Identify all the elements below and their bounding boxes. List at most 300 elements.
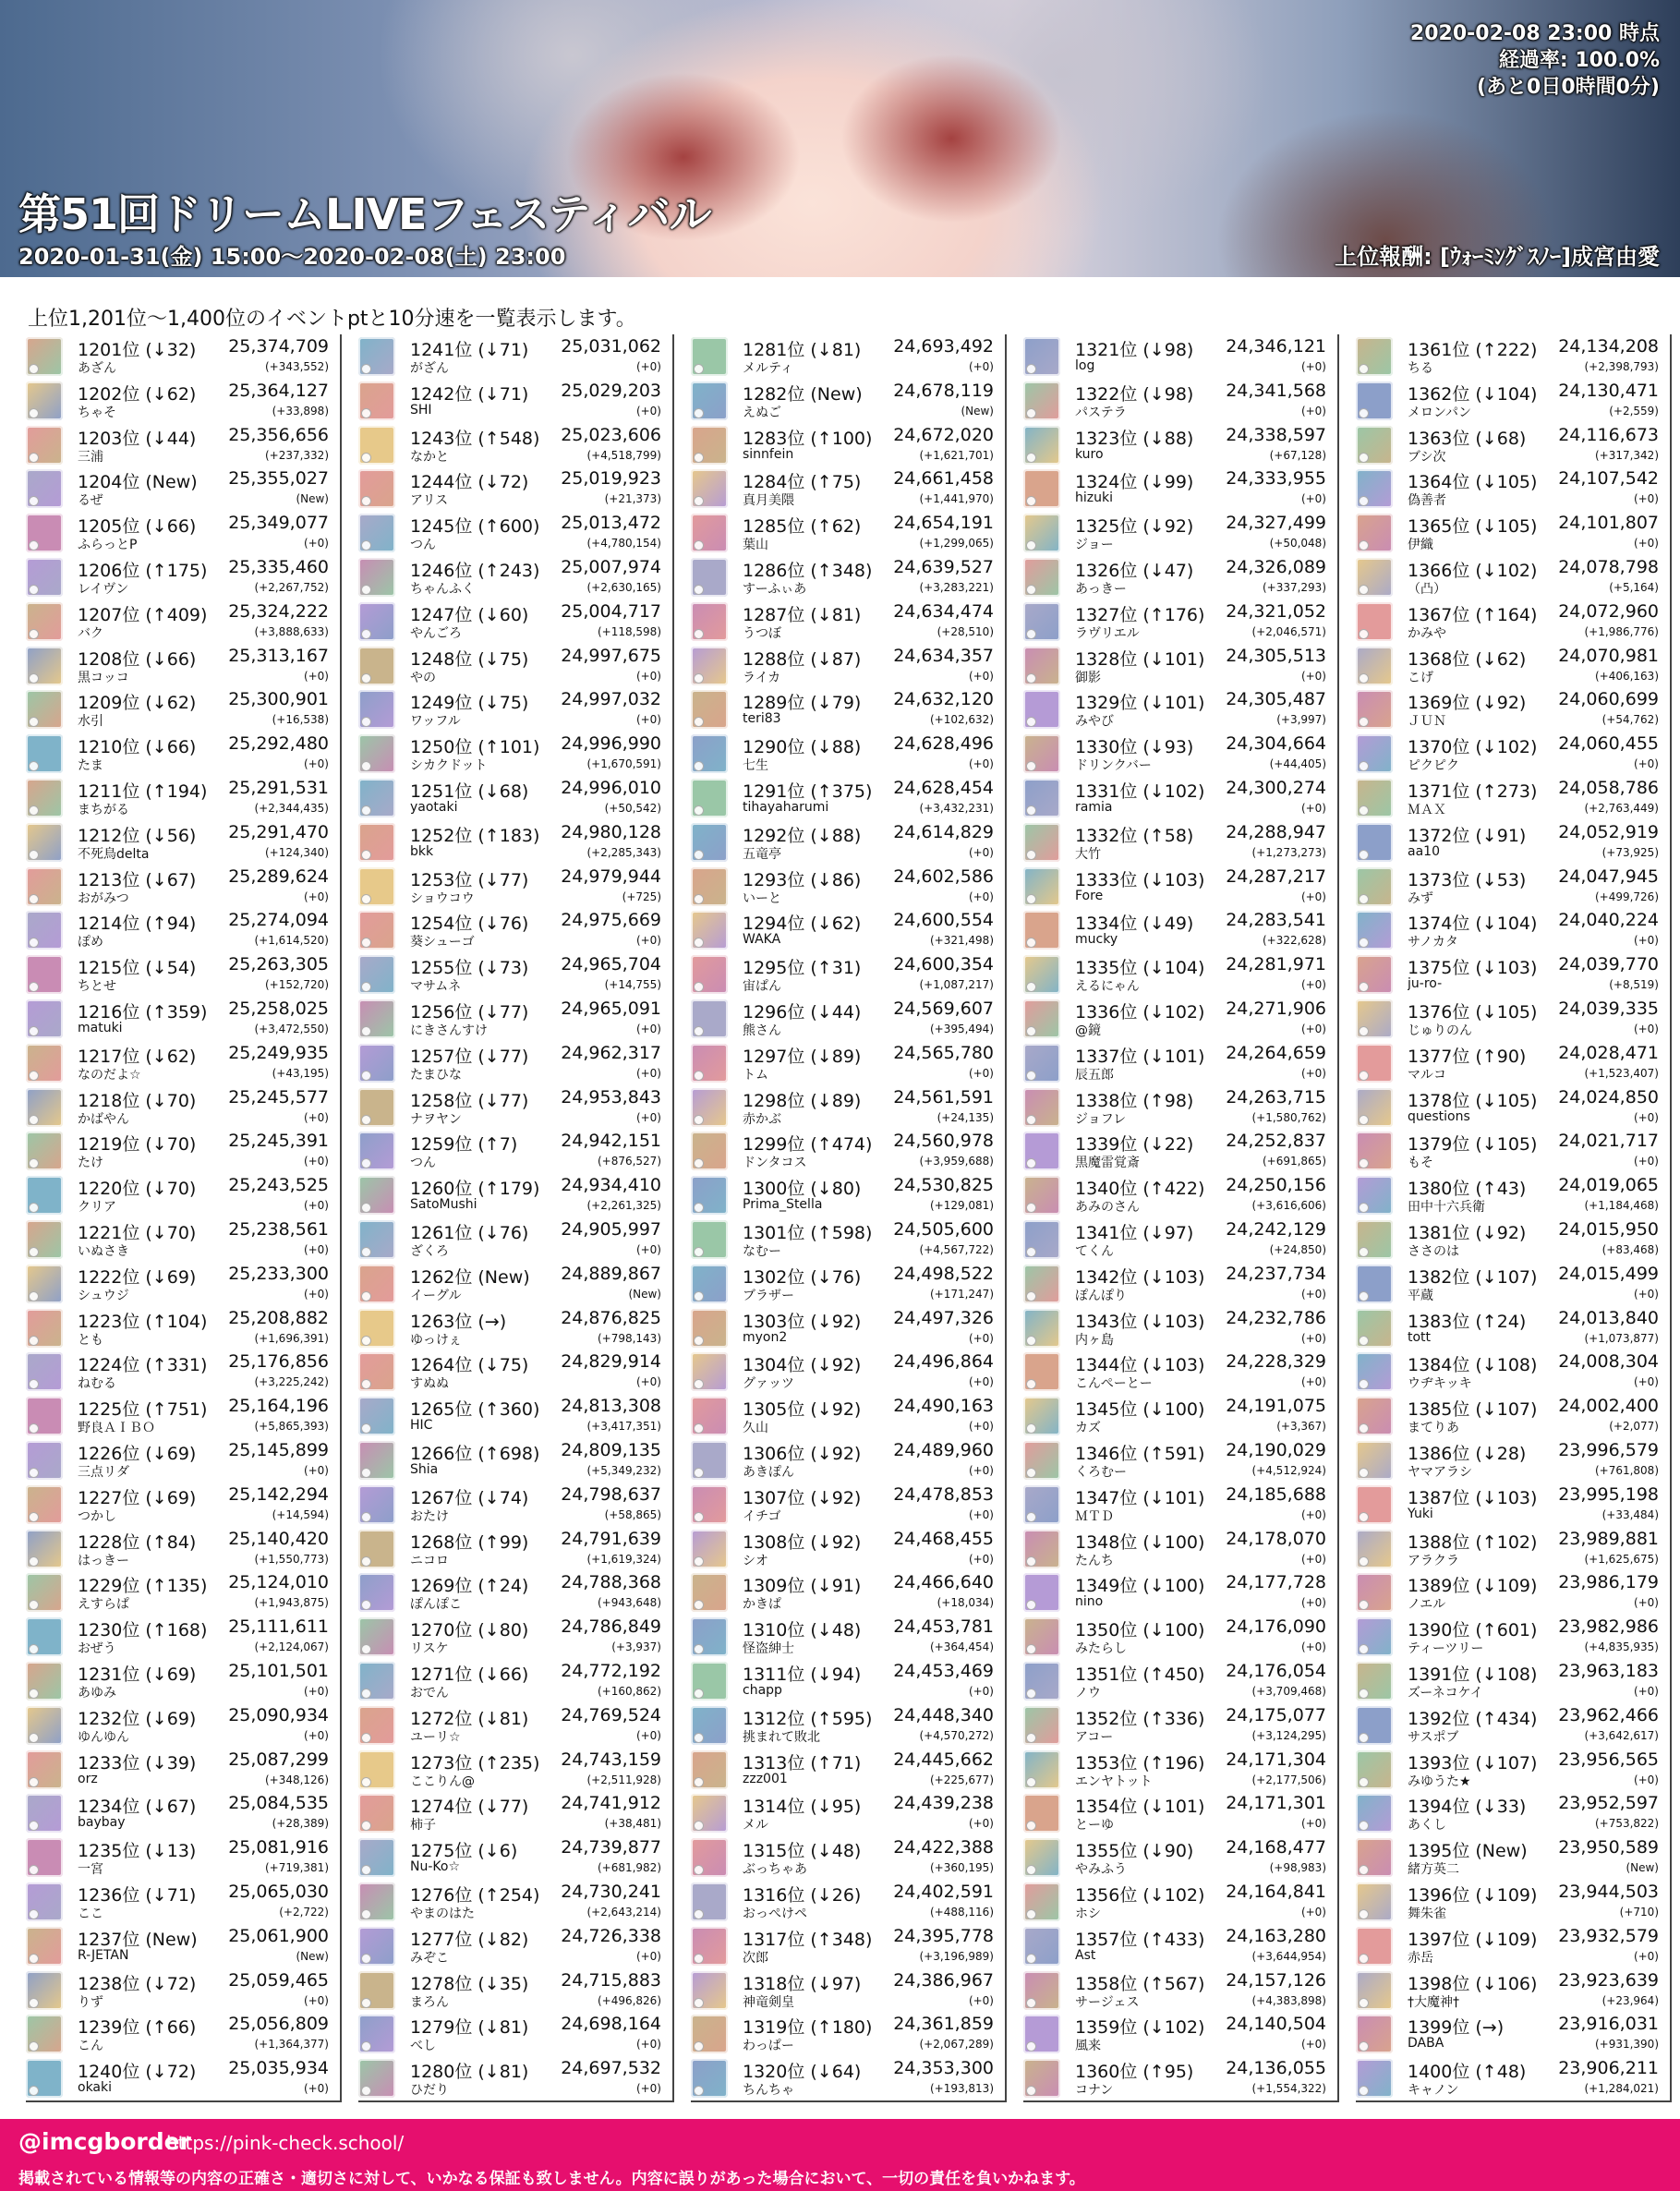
- ranking-row[interactable]: [691, 379, 1001, 423]
- ranking-row[interactable]: [1023, 952, 1334, 997]
- producer-name: やまのはた: [410, 1907, 475, 1921]
- ranking-row[interactable]: [358, 1748, 669, 1792]
- ranking-row[interactable]: [1356, 1570, 1666, 1615]
- ranking-row[interactable]: [1023, 865, 1334, 909]
- ranking-row[interactable]: [26, 1791, 336, 1835]
- rank-label: 1206位 (↑175): [78, 561, 208, 581]
- ranking-row[interactable]: [691, 555, 1001, 599]
- ranking-row[interactable]: [358, 1129, 669, 1173]
- ranking-row[interactable]: [26, 865, 336, 909]
- ranking-row[interactable]: [1023, 687, 1334, 732]
- avatar-icon: [26, 1044, 63, 1083]
- avatar-icon: [358, 1794, 395, 1833]
- ranking-row[interactable]: [358, 2012, 669, 2056]
- site-link[interactable]: https://pink-check.school/: [166, 2132, 405, 2154]
- ranking-row[interactable]: [358, 599, 669, 644]
- ten-minute-delta: (+0): [303, 669, 329, 683]
- ranking-row[interactable]: [1356, 1350, 1666, 1394]
- ranking-row[interactable]: [1023, 908, 1334, 952]
- event-points: 24,028,471: [1558, 1042, 1659, 1063]
- ranking-row[interactable]: [26, 334, 336, 379]
- ranking-row[interactable]: [358, 1041, 669, 1085]
- rank-label: 1367位 (↑164): [1408, 604, 1538, 625]
- ranking-row[interactable]: [691, 997, 1001, 1041]
- ranking-row[interactable]: [1023, 1791, 1334, 1835]
- ranking-row[interactable]: [358, 2056, 669, 2100]
- ranking-row[interactable]: [1023, 1483, 1334, 1527]
- ranking-row[interactable]: [691, 644, 1001, 688]
- ranking-row[interactable]: [1356, 1615, 1666, 1659]
- ranking-row[interactable]: [26, 2056, 336, 2100]
- ranking-row[interactable]: [691, 1041, 1001, 1085]
- ranking-row[interactable]: [691, 2012, 1001, 2056]
- rank-label: 1336位 (↓102): [1075, 1002, 1205, 1023]
- ranking-row[interactable]: [358, 1438, 669, 1483]
- producer-name: あみのさん: [1075, 1200, 1140, 1216]
- producer-name: 挑まれて敗北: [743, 1729, 820, 1745]
- rarity-icon: [694, 761, 704, 771]
- ranking-row[interactable]: [26, 1615, 336, 1659]
- ranking-row[interactable]: [691, 1703, 1001, 1748]
- ranking-row[interactable]: [1356, 952, 1666, 997]
- ranking-row[interactable]: [1356, 732, 1666, 776]
- ranking-row[interactable]: [691, 423, 1001, 467]
- ranking-row[interactable]: [26, 1924, 336, 1968]
- ranking-row[interactable]: [1356, 1217, 1666, 1262]
- rank-label: 1255位 (↓73): [410, 958, 529, 979]
- ranking-row[interactable]: [1356, 466, 1666, 511]
- ranking-row[interactable]: [1023, 820, 1334, 865]
- ranking-row[interactable]: [358, 776, 669, 820]
- ranking-row[interactable]: [26, 1570, 336, 1615]
- ranking-row[interactable]: [1356, 1527, 1666, 1571]
- ranking-row[interactable]: [1023, 1527, 1334, 1571]
- event-points: 23,906,211: [1558, 2058, 1659, 2079]
- avatar-icon: [1356, 1927, 1393, 1966]
- avatar-icon: [358, 514, 395, 552]
- event-points: 24,614,829: [893, 821, 994, 842]
- ranking-row[interactable]: [1356, 334, 1666, 379]
- ranking-row[interactable]: [1356, 865, 1666, 909]
- ranking-row[interactable]: [1023, 379, 1334, 423]
- ranking-row[interactable]: [26, 2012, 336, 2056]
- ranking-row[interactable]: [691, 1968, 1001, 2013]
- ranking-row[interactable]: [691, 820, 1001, 865]
- ranking-row[interactable]: [1356, 1085, 1666, 1130]
- producer-name: おぜう: [78, 1641, 116, 1657]
- producer-name: マサムネ: [410, 979, 462, 995]
- producer-name: ノエル: [1408, 1597, 1446, 1613]
- ranking-row[interactable]: [691, 1262, 1001, 1306]
- ranking-row[interactable]: [1356, 1129, 1666, 1173]
- ranking-row[interactable]: [1356, 1968, 1666, 2013]
- ranking-row[interactable]: [358, 423, 669, 467]
- ranking-row[interactable]: [358, 908, 669, 952]
- ranking-row[interactable]: [358, 1791, 669, 1835]
- ranking-row[interactable]: [1356, 423, 1666, 467]
- ranking-row[interactable]: [358, 732, 669, 776]
- ranking-row[interactable]: [1023, 599, 1334, 644]
- ranking-row[interactable]: [1356, 1394, 1666, 1438]
- ranking-row[interactable]: [1023, 555, 1334, 599]
- ten-minute-delta: (+1,621,701): [919, 448, 994, 462]
- ranking-row[interactable]: [1023, 2012, 1334, 2056]
- rank-label: 1267位 (↓74): [410, 1487, 529, 1508]
- ranking-row[interactable]: [1356, 820, 1666, 865]
- ranking-row[interactable]: [26, 997, 336, 1041]
- ranking-row[interactable]: [1023, 1703, 1334, 1748]
- ranking-row[interactable]: [358, 820, 669, 865]
- avatar-icon: [1356, 426, 1393, 465]
- ranking-row[interactable]: [1023, 1924, 1334, 1968]
- ranking-row[interactable]: [26, 1041, 336, 1085]
- ranking-row[interactable]: [1356, 1438, 1666, 1483]
- ranking-row[interactable]: [1023, 1217, 1334, 1262]
- ranking-row[interactable]: [691, 687, 1001, 732]
- producer-name: 大竹: [1075, 846, 1101, 862]
- ranking-row[interactable]: [1023, 1350, 1334, 1394]
- rank-label: 1358位 (↑567): [1075, 1973, 1205, 1994]
- ten-minute-delta: (+67,128): [1269, 448, 1326, 462]
- rank-label: 1356位 (↓102): [1075, 1885, 1205, 1906]
- ranking-row[interactable]: [1356, 1659, 1666, 1703]
- ranking-row[interactable]: [1356, 1748, 1666, 1792]
- ranking-row[interactable]: [1023, 423, 1334, 467]
- ranking-row[interactable]: [1356, 2012, 1666, 2056]
- ten-minute-delta: (+33,898): [272, 404, 329, 418]
- ranking-row[interactable]: [358, 1570, 669, 1615]
- ranking-row[interactable]: [691, 1659, 1001, 1703]
- ranking-row[interactable]: [26, 732, 336, 776]
- ranking-row[interactable]: [26, 555, 336, 599]
- ranking-row[interactable]: [1023, 1041, 1334, 1085]
- ranking-row[interactable]: [1356, 908, 1666, 952]
- ten-minute-delta: (+0): [1633, 1949, 1659, 1963]
- producer-name: ぽんぽこ: [410, 1597, 462, 1613]
- producer-name: ウヂキッキ: [1408, 1376, 1472, 1392]
- ranking-row[interactable]: [691, 466, 1001, 511]
- ten-minute-delta: (+2,285,343): [586, 845, 661, 859]
- ranking-row[interactable]: [358, 1306, 669, 1350]
- rarity-icon: [694, 938, 704, 948]
- ranking-row[interactable]: [691, 599, 1001, 644]
- ranking-row[interactable]: [1356, 1835, 1666, 1880]
- producer-name: くろむー: [1075, 1465, 1127, 1480]
- ranking-row[interactable]: [1356, 1262, 1666, 1306]
- ranking-row[interactable]: [358, 952, 669, 997]
- ranking-row[interactable]: [26, 776, 336, 820]
- avatar-icon: [1356, 779, 1393, 817]
- ten-minute-delta: (+317,342): [1594, 448, 1659, 462]
- ranking-row[interactable]: [1023, 1835, 1334, 1880]
- ranking-row[interactable]: [26, 466, 336, 511]
- avatar-icon: [1356, 2059, 1393, 2098]
- producer-name: こんぺーとー: [1075, 1376, 1153, 1392]
- producer-name: もそ: [1408, 1156, 1433, 1171]
- event-points: 24,271,906: [1226, 999, 1326, 1019]
- ranking-row[interactable]: [1023, 1615, 1334, 1659]
- ranking-row[interactable]: [358, 1968, 669, 2013]
- ranking-row[interactable]: [1356, 644, 1666, 688]
- avatar-icon: [358, 1927, 395, 1966]
- ranking-row[interactable]: [358, 1527, 669, 1571]
- ranking-row[interactable]: [1023, 334, 1334, 379]
- ranking-row[interactable]: [358, 1262, 669, 1306]
- avatar-icon: [26, 602, 63, 641]
- ranking-row[interactable]: [26, 1129, 336, 1173]
- rarity-icon: [694, 453, 704, 463]
- ranking-row[interactable]: [358, 1085, 669, 1130]
- ranking-row[interactable]: [691, 1438, 1001, 1483]
- ranking-row[interactable]: [1023, 732, 1334, 776]
- producer-name: たんち: [1075, 1553, 1114, 1568]
- ranking-row[interactable]: [358, 687, 669, 732]
- rank-label: 1339位 (↓22): [1075, 1134, 1194, 1156]
- rank-label: 1313位 (↑71): [743, 1752, 862, 1773]
- ten-minute-delta: (+152,720): [264, 978, 329, 992]
- ranking-row[interactable]: [358, 555, 669, 599]
- ranking-row[interactable]: [26, 1659, 336, 1703]
- ranking-row[interactable]: [1356, 997, 1666, 1041]
- event-points: 24,015,950: [1558, 1219, 1659, 1240]
- event-points: 24,628,454: [893, 778, 994, 798]
- ten-minute-delta: (+98,983): [1269, 1861, 1326, 1875]
- ranking-row[interactable]: [1023, 1659, 1334, 1703]
- ranking-row[interactable]: [26, 644, 336, 688]
- rarity-icon: [1359, 1026, 1369, 1036]
- ranking-row[interactable]: [691, 952, 1001, 997]
- ranking-row[interactable]: [691, 1924, 1001, 1968]
- ranking-row[interactable]: [358, 466, 669, 511]
- ranking-row[interactable]: [691, 1129, 1001, 1173]
- event-points: 25,274,094: [228, 910, 329, 931]
- rarity-icon: [29, 938, 39, 948]
- event-points: 24,569,607: [893, 999, 994, 1019]
- ranking-row[interactable]: [691, 1394, 1001, 1438]
- ten-minute-delta: (+18,034): [937, 1596, 994, 1610]
- rank-label: 1228位 (↑84): [78, 1531, 197, 1553]
- ranking-row[interactable]: [358, 1835, 669, 1880]
- rank-label: 1221位 (↓70): [78, 1223, 197, 1243]
- twitter-handle[interactable]: @imcgborder: [18, 2128, 191, 2155]
- ranking-row[interactable]: [1023, 644, 1334, 688]
- ranking-row[interactable]: [26, 820, 336, 865]
- event-points: 24,176,090: [1226, 1616, 1326, 1638]
- ranking-row[interactable]: [26, 1350, 336, 1394]
- ranking-row[interactable]: [26, 1306, 336, 1350]
- ranking-row[interactable]: [691, 865, 1001, 909]
- ranking-row[interactable]: [26, 1835, 336, 1880]
- avatar-icon: [1023, 1882, 1060, 1921]
- event-points: 25,056,809: [228, 2014, 329, 2035]
- ranking-row[interactable]: [691, 1835, 1001, 1880]
- ranking-row[interactable]: [1023, 1129, 1334, 1173]
- ranking-row[interactable]: [358, 644, 669, 688]
- ranking-row[interactable]: [26, 1968, 336, 2013]
- ranking-row[interactable]: [1023, 1173, 1334, 1217]
- avatar-icon: [1023, 602, 1060, 641]
- producer-name: ニコロ: [410, 1553, 449, 1568]
- ranking-row[interactable]: [1023, 1880, 1334, 1924]
- ranking-row[interactable]: [691, 1306, 1001, 1350]
- ranking-row[interactable]: [1023, 1570, 1334, 1615]
- ranking-row[interactable]: [1356, 555, 1666, 599]
- ranking-row[interactable]: [358, 511, 669, 555]
- ranking-row[interactable]: [26, 952, 336, 997]
- ranking-column: [358, 334, 674, 2102]
- avatar-icon: [26, 911, 63, 950]
- ranking-row[interactable]: [1356, 776, 1666, 820]
- ranking-row[interactable]: [1356, 1306, 1666, 1350]
- producer-name: 緒方英二: [1408, 1862, 1459, 1878]
- ranking-row[interactable]: [1356, 1041, 1666, 1085]
- rarity-icon: [29, 1777, 39, 1787]
- event-points: 24,305,513: [1226, 645, 1326, 666]
- ranking-row[interactable]: [358, 1350, 669, 1394]
- ranking-row[interactable]: [691, 1570, 1001, 1615]
- ranking-row[interactable]: [691, 1483, 1001, 1527]
- ranking-row[interactable]: [691, 1085, 1001, 1130]
- ranking-row[interactable]: [26, 687, 336, 732]
- ranking-row[interactable]: [358, 1217, 669, 1262]
- ranking-row[interactable]: [358, 1924, 669, 1968]
- event-points: 24,078,798: [1558, 557, 1659, 577]
- ranking-row[interactable]: [26, 379, 336, 423]
- ranking-row[interactable]: [1356, 599, 1666, 644]
- avatar-icon: [691, 1530, 728, 1568]
- producer-name: すぬぬ: [410, 1376, 449, 1392]
- ranking-row[interactable]: [26, 423, 336, 467]
- ranking-row[interactable]: [26, 1173, 336, 1217]
- ranking-row[interactable]: [26, 1217, 336, 1262]
- ranking-row[interactable]: [1023, 466, 1334, 511]
- producer-name: kuro: [1075, 446, 1104, 462]
- ranking-row[interactable]: [1023, 1306, 1334, 1350]
- rarity-icon: [694, 496, 704, 506]
- ranking-row[interactable]: [1356, 511, 1666, 555]
- ranking-row[interactable]: [1023, 2056, 1334, 2100]
- producer-name: SatoMushi: [410, 1197, 477, 1213]
- ranking-row[interactable]: [1356, 1880, 1666, 1924]
- ranking-row[interactable]: [358, 334, 669, 379]
- ranking-row[interactable]: [1356, 1924, 1666, 1968]
- ranking-row[interactable]: [1356, 1791, 1666, 1835]
- event-points: 24,264,659: [1226, 1042, 1326, 1063]
- ranking-row[interactable]: [26, 1748, 336, 1792]
- rarity-icon: [1359, 1821, 1369, 1831]
- rank-label: 1266位 (↑698): [410, 1444, 540, 1464]
- ranking-row[interactable]: [26, 1394, 336, 1438]
- event-points: 24,008,304: [1558, 1351, 1659, 1373]
- producer-name: 葵シューゴ: [410, 935, 475, 950]
- producer-name: えるにゃん: [1075, 979, 1140, 995]
- ranking-row[interactable]: [691, 1880, 1001, 1924]
- ranking-row[interactable]: [1356, 2056, 1666, 2100]
- rank-label: 1320位 (↓64): [743, 2062, 862, 2083]
- event-points: 24,242,129: [1226, 1219, 1326, 1240]
- ranking-row[interactable]: [1356, 379, 1666, 423]
- ranking-row[interactable]: [1023, 511, 1334, 555]
- ranking-row[interactable]: [26, 1483, 336, 1527]
- ranking-row[interactable]: [26, 1880, 336, 1924]
- ranking-row[interactable]: [26, 599, 336, 644]
- ranking-row[interactable]: [358, 1173, 669, 1217]
- ten-minute-delta: (+488,116): [929, 1906, 994, 1919]
- ranking-row[interactable]: [1356, 1703, 1666, 1748]
- ranking-row[interactable]: [358, 997, 669, 1041]
- ranking-row[interactable]: [358, 1659, 669, 1703]
- rarity-icon: [1026, 1600, 1036, 1610]
- ranking-row[interactable]: [691, 1791, 1001, 1835]
- ranking-row[interactable]: [1023, 997, 1334, 1041]
- rank-label: 1310位 (↓48): [743, 1620, 862, 1641]
- ranking-row[interactable]: [26, 1527, 336, 1571]
- ranking-row[interactable]: [1023, 1085, 1334, 1130]
- ranking-row[interactable]: [358, 379, 669, 423]
- ranking-row[interactable]: [1356, 1483, 1666, 1527]
- ranking-row[interactable]: [358, 1394, 669, 1438]
- ranking-row[interactable]: [691, 908, 1001, 952]
- ranking-row[interactable]: [691, 511, 1001, 555]
- event-points: 24,798,637: [561, 1483, 661, 1505]
- producer-name: okaki: [78, 2080, 113, 2096]
- ranking-row[interactable]: [26, 1438, 336, 1483]
- ranking-row[interactable]: [358, 865, 669, 909]
- ranking-row[interactable]: [358, 1703, 669, 1748]
- ranking-row[interactable]: [691, 732, 1001, 776]
- ranking-row[interactable]: [691, 1615, 1001, 1659]
- ranking-row[interactable]: [26, 1085, 336, 1130]
- ranking-row[interactable]: [358, 1615, 669, 1659]
- ranking-row[interactable]: [1023, 1968, 1334, 2013]
- ranking-row[interactable]: [358, 1483, 669, 1527]
- ranking-row[interactable]: [691, 1748, 1001, 1792]
- ranking-row[interactable]: [1356, 687, 1666, 732]
- rarity-icon: [1359, 1600, 1369, 1610]
- rarity-icon: [361, 1777, 371, 1787]
- ranking-row[interactable]: [26, 1703, 336, 1748]
- avatar-icon: [1023, 381, 1060, 420]
- ranking-row[interactable]: [691, 2056, 1001, 2100]
- ranking-row[interactable]: [1023, 1394, 1334, 1438]
- ranking-row[interactable]: [691, 1527, 1001, 1571]
- rank-label: 1359位 (↓102): [1075, 2017, 1205, 2039]
- rank-label: 1324位 (↓99): [1075, 472, 1194, 493]
- ranking-row[interactable]: [691, 1173, 1001, 1217]
- producer-name: ライカ: [743, 670, 781, 685]
- ranking-row[interactable]: [691, 776, 1001, 820]
- ranking-row[interactable]: [1356, 1173, 1666, 1217]
- rarity-icon: [1359, 1556, 1369, 1567]
- ranking-row[interactable]: [1023, 1438, 1334, 1483]
- ranking-row[interactable]: [691, 1217, 1001, 1262]
- ten-minute-delta: (+102,632): [929, 713, 994, 727]
- rank-label: 1285位 (↑62): [743, 516, 862, 538]
- ranking-row[interactable]: [26, 908, 336, 952]
- ranking-row[interactable]: [26, 1262, 336, 1306]
- avatar-icon: [26, 647, 63, 685]
- ranking-row[interactable]: [691, 1350, 1001, 1394]
- ranking-row[interactable]: [358, 1880, 669, 1924]
- rarity-icon: [1359, 453, 1369, 463]
- rarity-icon: [361, 1247, 371, 1257]
- ranking-row[interactable]: [691, 334, 1001, 379]
- ranking-row[interactable]: [1023, 1262, 1334, 1306]
- avatar-icon: [1023, 337, 1060, 376]
- ranking-row[interactable]: [1023, 776, 1334, 820]
- ranking-row[interactable]: [26, 511, 336, 555]
- ranking-row[interactable]: [1023, 1748, 1334, 1792]
